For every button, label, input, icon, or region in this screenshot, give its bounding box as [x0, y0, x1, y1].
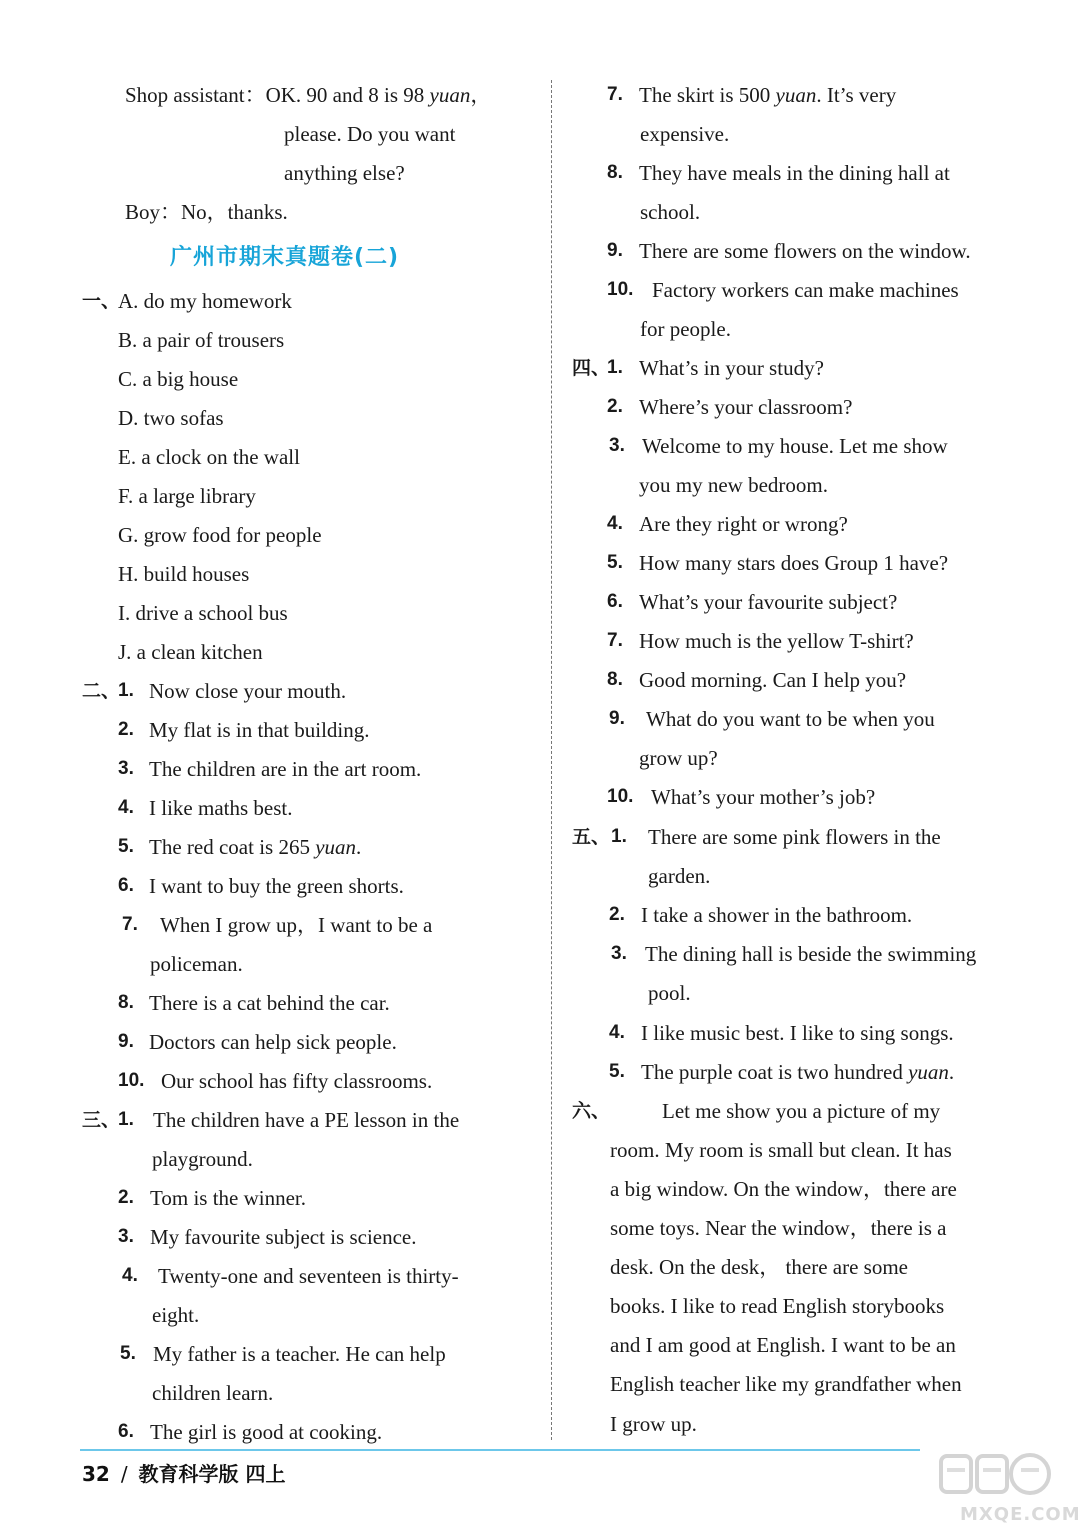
page-number: 32	[82, 1462, 110, 1486]
item-number: 1.	[118, 1109, 134, 1130]
list-item: Twenty-one and seventeen is thirty-	[158, 1264, 459, 1288]
item-number: 1.	[611, 826, 627, 847]
dialogue-line-2: please. Do you want	[284, 122, 456, 146]
item-number: 10.	[607, 279, 634, 300]
list-item: The children have a PE lesson in the	[153, 1108, 460, 1132]
essay-line: some toys. Near the window，there is a	[610, 1216, 947, 1240]
item-number: 3.	[611, 943, 627, 964]
list-item: They have meals in the dining hall at	[639, 161, 950, 185]
list-item: What’s in your study?	[639, 356, 824, 380]
list-item: The skirt is 500 yuan. It’s very	[639, 83, 897, 107]
column-divider	[551, 80, 552, 1440]
list-item-continuation: you my new bedroom.	[639, 473, 828, 497]
list-item: The purple coat is two hundred yuan.	[641, 1060, 955, 1084]
item-number: 10.	[607, 786, 634, 807]
list-item: Welcome to my house. Let me show	[642, 434, 948, 458]
list-item: Our school has fifty classrooms.	[161, 1069, 433, 1093]
item-number: 8.	[607, 162, 623, 183]
list-item: D. two sofas	[118, 406, 224, 430]
page-footer	[82, 1458, 286, 1487]
list-item-continuation: policeman.	[150, 952, 243, 976]
list-item-continuation: eight.	[152, 1303, 200, 1327]
item-number: 7.	[122, 914, 138, 935]
list-item: What do you want to be when you	[646, 707, 935, 731]
list-item: Tom is the winner.	[150, 1186, 307, 1210]
list-item: The girl is good at cooking.	[150, 1420, 383, 1444]
item-number: 1.	[607, 357, 623, 378]
list-item: F. a large library	[118, 484, 256, 508]
list-item: I like music best. I like to sing songs.	[641, 1021, 954, 1045]
list-item-continuation: grow up?	[639, 746, 718, 770]
list-item: What’s your favourite subject?	[639, 590, 898, 614]
list-item: Now close your mouth.	[149, 679, 347, 703]
list-item: Factory workers can make machines	[652, 278, 959, 302]
item-number: 2.	[607, 396, 623, 417]
list-item: A. do my homework	[118, 289, 292, 313]
list-item: The children are in the art room.	[149, 757, 422, 781]
list-item: How many stars does Group 1 have?	[639, 551, 949, 575]
item-number: 2.	[609, 904, 625, 925]
item-number: 7.	[607, 630, 623, 651]
item-number: 6.	[118, 875, 134, 896]
list-item: I take a shower in the bathroom.	[641, 903, 913, 927]
item-number: 5.	[118, 836, 134, 857]
list-item: I like maths best.	[149, 796, 293, 820]
item-number: 4.	[607, 513, 623, 534]
list-item-continuation: expensive.	[640, 122, 730, 146]
list-item: My favourite subject is science.	[150, 1225, 417, 1249]
item-number: 9.	[609, 708, 625, 729]
item-number: 9.	[118, 1031, 134, 1052]
list-item: H. build houses	[118, 562, 250, 586]
footer-slash: /	[120, 1462, 128, 1486]
essay-line: room. My room is small but clean. It has	[610, 1138, 952, 1162]
item-number: 4.	[609, 1022, 625, 1043]
list-item: My father is a teacher. He can help	[153, 1342, 446, 1366]
item-number: 9.	[607, 240, 623, 261]
section-label-5: 五、	[572, 826, 611, 848]
item-number: 3.	[118, 1226, 134, 1247]
essay-line: English teacher like my grandfather when	[610, 1372, 962, 1396]
item-number: 5.	[607, 552, 623, 573]
list-item: How much is the yellow T-shirt?	[639, 629, 914, 653]
essay-line: desk. On the desk， there are some	[610, 1255, 908, 1279]
watermark-text: MXQE.COM	[960, 1504, 1081, 1525]
list-item-continuation: pool.	[648, 981, 691, 1005]
item-number: 2.	[118, 1187, 134, 1208]
list-item: Doctors can help sick people.	[149, 1030, 397, 1054]
list-item: My flat is in that building.	[149, 718, 370, 742]
list-item: What’s your mother’s job?	[651, 785, 876, 809]
exam-title: 广州市期末真题卷(二)	[170, 245, 400, 270]
list-item: Good morning. Can I help you?	[639, 668, 907, 692]
item-number: 8.	[118, 992, 134, 1013]
essay-line: and I am good at English. I want to be an	[610, 1333, 956, 1357]
section-label-1: 一、	[82, 290, 121, 312]
item-number: 1.	[118, 680, 134, 701]
list-item-continuation: for people.	[640, 317, 731, 341]
item-number: 5.	[609, 1061, 625, 1082]
list-item: There is a cat behind the car.	[149, 991, 390, 1015]
list-item: J. a clean kitchen	[118, 640, 263, 664]
item-number: 4.	[118, 797, 134, 818]
item-number: 6.	[607, 591, 623, 612]
list-item: B. a pair of trousers	[118, 328, 285, 352]
item-number: 4.	[122, 1265, 138, 1286]
list-item: I. drive a school bus	[118, 601, 288, 625]
essay-line: books. I like to read English storybooks	[610, 1294, 945, 1318]
item-number: 5.	[120, 1343, 136, 1364]
essay-line: a big window. On the window，there are	[610, 1177, 957, 1201]
item-number: 2.	[118, 719, 134, 740]
section-label-2: 二、	[82, 680, 121, 702]
item-number: 8.	[607, 669, 623, 690]
list-item: G. grow food for people	[118, 523, 322, 547]
section-label-6: 六、	[572, 1100, 611, 1122]
list-item: Are they right or wrong?	[639, 512, 848, 536]
list-item-continuation: children learn.	[152, 1381, 274, 1405]
dialogue-line-1: Shop assistant：OK. 90 and 8 is 98 yuan，	[125, 83, 492, 107]
list-item: The dining hall is beside the swimming	[645, 942, 977, 966]
list-item: E. a clock on the wall	[118, 445, 300, 469]
essay-line: I grow up.	[610, 1412, 697, 1436]
list-item: C. a big house	[118, 367, 239, 391]
essay-line: Let me show you a picture of my	[662, 1099, 941, 1123]
list-item-continuation: garden.	[648, 864, 711, 888]
item-number: 7.	[607, 84, 623, 105]
item-number: 10.	[118, 1070, 145, 1091]
item-number: 3.	[118, 758, 134, 779]
book-edition: 教育科学版 四上	[138, 1462, 286, 1486]
list-item: When I grow up，I want to be a	[160, 913, 433, 937]
list-item: There are some pink flowers in the	[648, 825, 941, 849]
dialogue-line-3: anything else?	[284, 161, 405, 185]
list-item-continuation: playground.	[152, 1147, 253, 1171]
list-item: Where’s your classroom?	[639, 395, 853, 419]
item-number: 3.	[609, 435, 625, 456]
footer-rule	[80, 1449, 920, 1451]
section-label-4: 四、	[572, 357, 611, 379]
dialogue-line-4: Boy：No，thanks.	[125, 200, 288, 224]
list-item: The red coat is 265 yuan.	[149, 835, 362, 859]
list-item: I want to buy the green shorts.	[149, 874, 404, 898]
section-label-3: 三、	[82, 1109, 121, 1131]
list-item: There are some flowers on the window.	[639, 239, 971, 263]
item-number: 6.	[118, 1421, 134, 1442]
list-item-continuation: school.	[640, 200, 701, 224]
